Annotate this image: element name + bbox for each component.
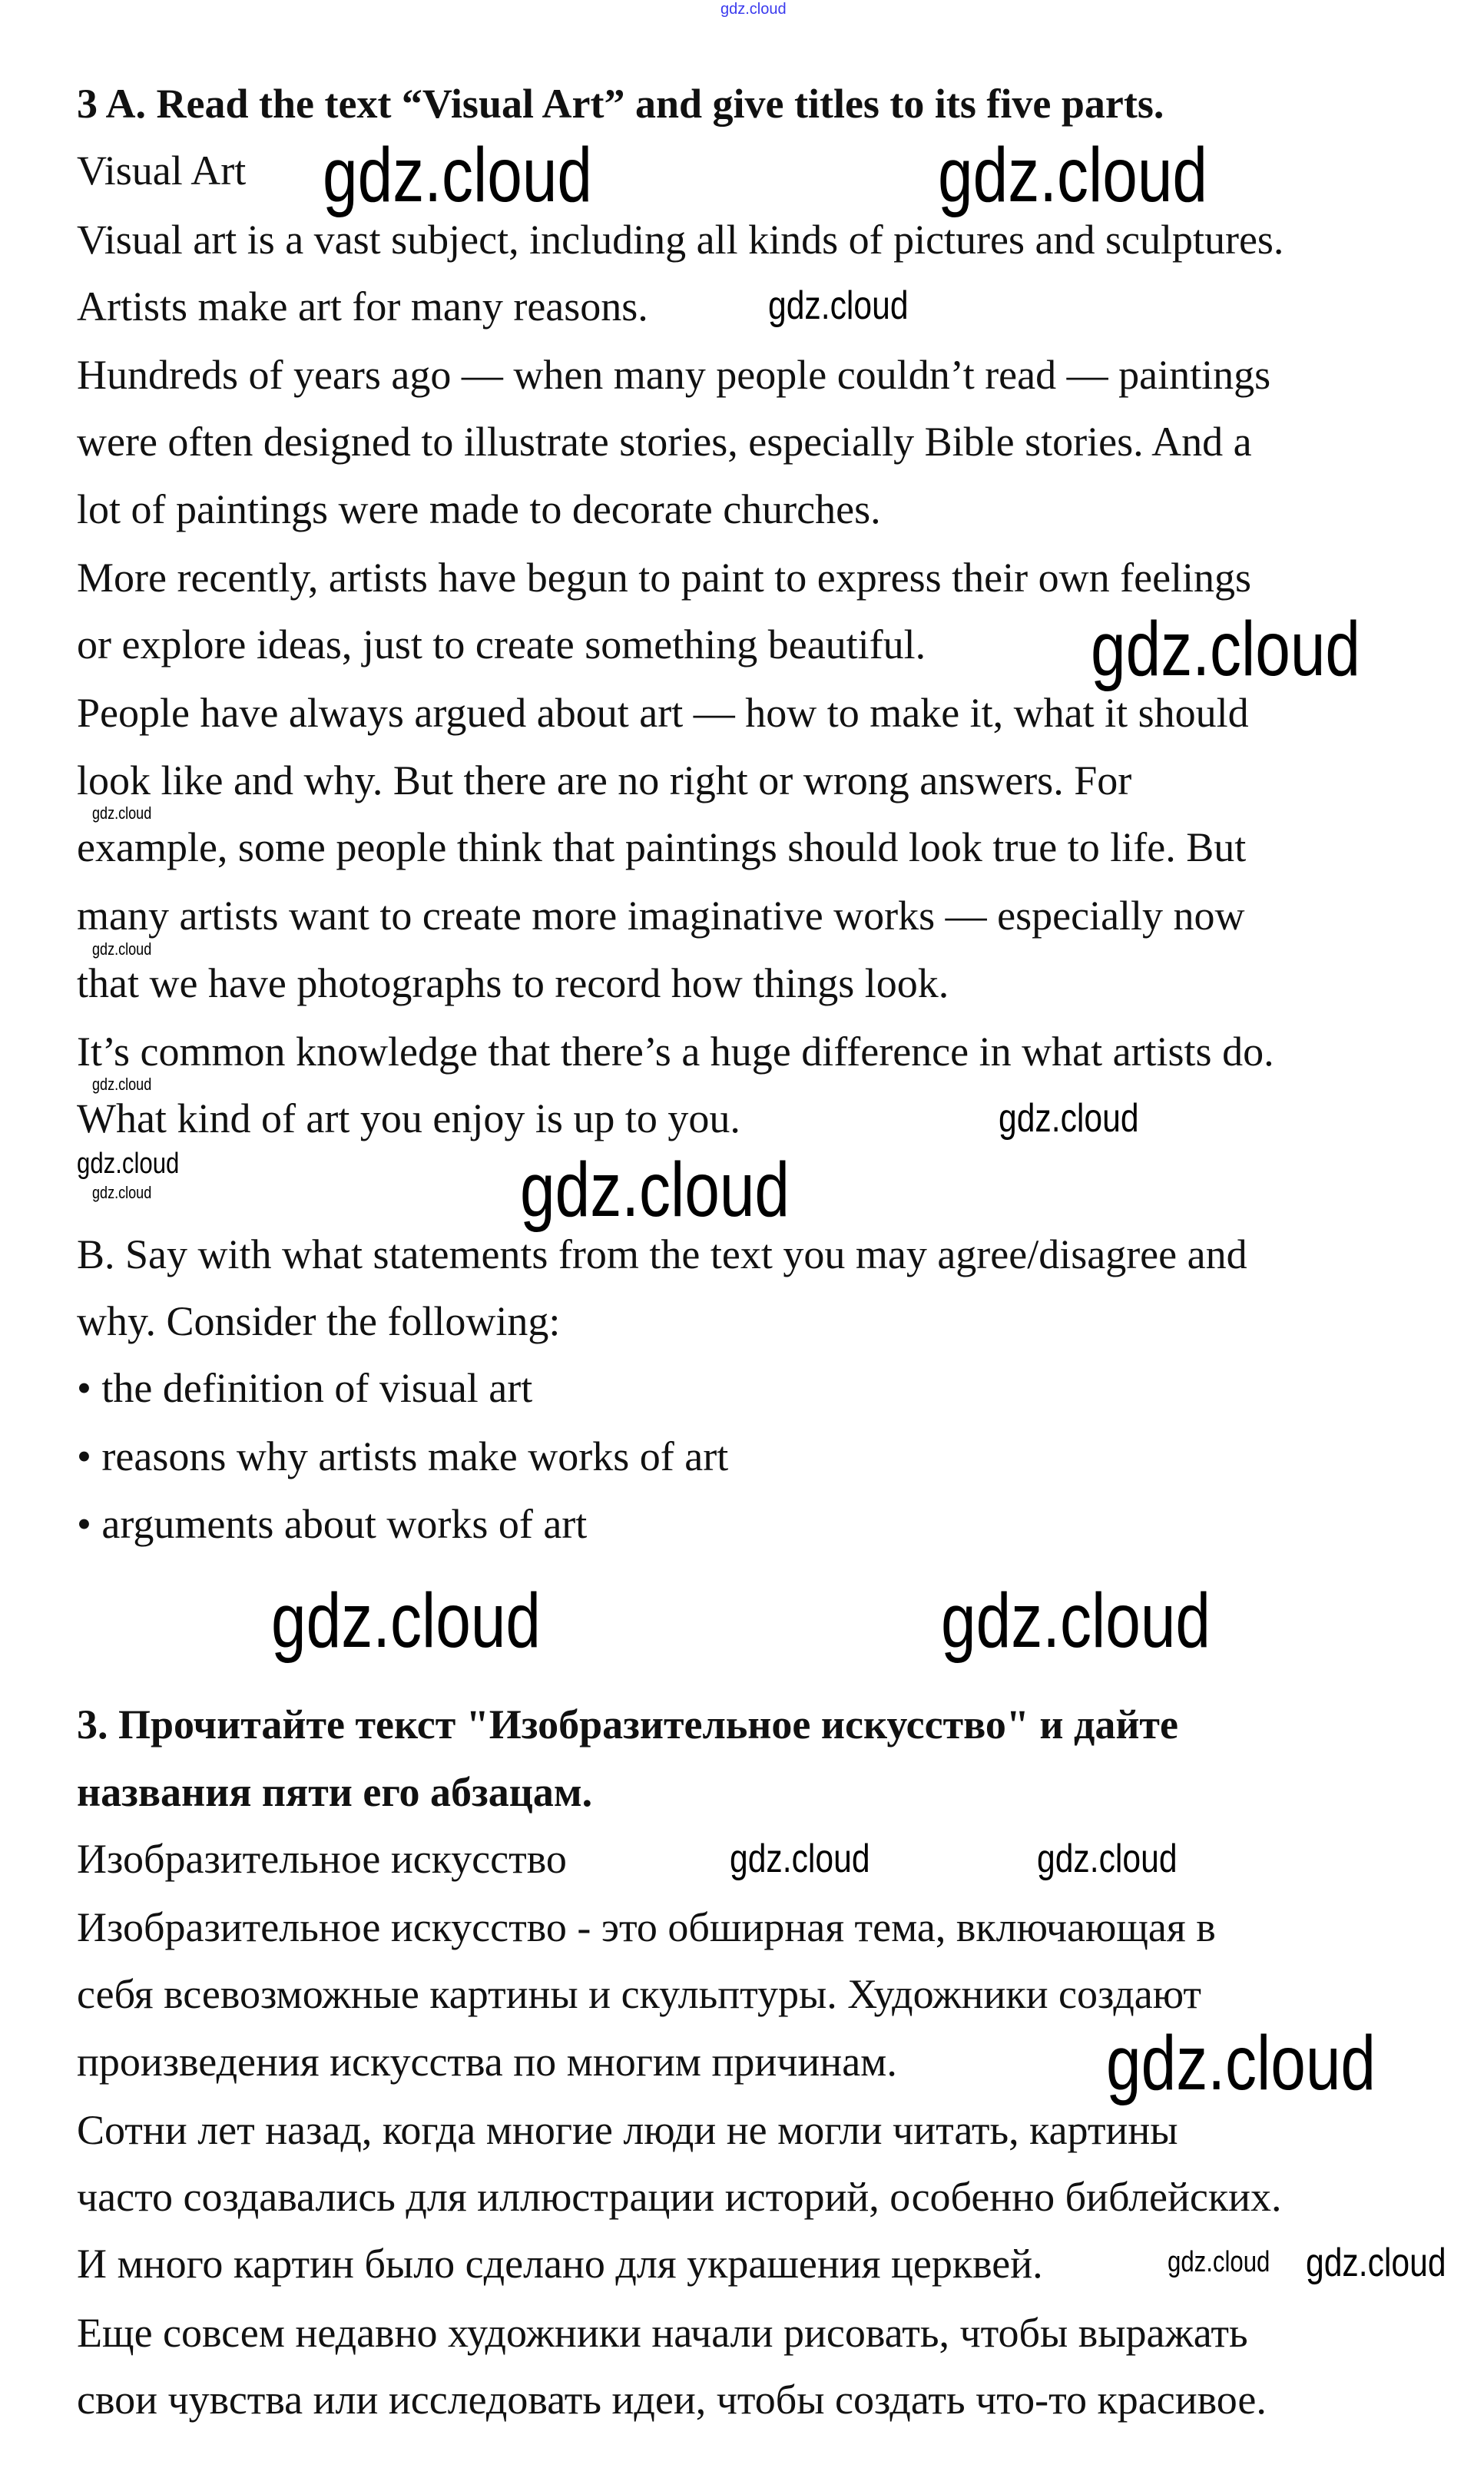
watermark: gdz.cloud: [92, 1075, 152, 1094]
text-line: that we have photographs to record how things look.: [77, 960, 949, 1006]
ru-text-line: свои чувства или исследовать идеи, чтобы создать что-то красивое.: [77, 2377, 1267, 2423]
ru-text-line: Еще совсем недавно художники начали рисовать, чтобы выражать: [77, 2310, 1248, 2356]
text-line: It’s common knowledge that there’s a huge difference in what artists do.: [77, 1029, 1274, 1075]
ru-text-line: себя всевозможные картины и скульптуры. Художники создают: [77, 1971, 1201, 2017]
watermark: gdz.cloud: [1091, 606, 1361, 692]
task-a-heading: 3 A. Read the text “Visual Art” and give titles to its five parts.: [77, 81, 1164, 127]
watermark: gdz.cloud: [730, 1837, 870, 1881]
ru-task-heading: 3. Прочитайте текст "Изобразительное искусство" и дайте: [77, 1701, 1178, 1748]
bullet-item: • reasons why artists make works of art: [77, 1433, 729, 1479]
text-line: More recently, artists have begun to paint to express their own feelings: [77, 555, 1252, 601]
text-line: What kind of art you enjoy is up to you.: [77, 1095, 740, 1141]
text-line: lot of paintings were made to decorate churches.: [77, 486, 881, 532]
watermark: gdz.cloud: [938, 132, 1208, 218]
text-line: or explore ideas, just to create something beautiful.: [77, 621, 926, 668]
watermark: gdz.cloud: [1106, 2020, 1376, 2106]
text-title: Visual Art: [77, 147, 247, 194]
watermark: gdz.cloud: [520, 1147, 790, 1233]
watermark: gdz.cloud: [768, 283, 909, 328]
header-watermark: gdz.cloud: [720, 1, 787, 18]
text-line: were often designed to illustrate stories, especially Bible stories. And a: [77, 419, 1252, 465]
watermark: gdz.cloud: [1037, 1837, 1178, 1881]
ru-task-heading: названия пяти его абзацам.: [77, 1769, 593, 1815]
watermark: gdz.cloud: [1168, 2246, 1270, 2278]
task-b-line: B. Say with what statements from the text you may agree/disagree and: [77, 1231, 1247, 1277]
watermark: gdz.cloud: [1306, 2241, 1446, 2285]
bullet-item: • arguments about works of art: [77, 1501, 588, 1547]
task-b-line: why. Consider the following:: [77, 1298, 561, 1344]
watermark: gdz.cloud: [92, 939, 152, 959]
watermark: gdz.cloud: [323, 132, 593, 218]
text-line: Visual art is a vast subject, including all kinds of pictures and sculptures.: [77, 217, 1284, 263]
text-line: example, some people think that paintings should look true to life. But: [77, 824, 1247, 870]
ru-text-line: произведения искусства по многим причинам.: [77, 2039, 897, 2085]
watermark: gdz.cloud: [92, 803, 152, 823]
watermark: gdz.cloud: [77, 1148, 180, 1180]
watermark: gdz.cloud: [271, 1578, 542, 1664]
ru-text-line: часто создавались для иллюстрации историй, особенно библейских.: [77, 2174, 1282, 2220]
ru-text-line: Изобразительное искусство - это обширная тема, включающая в: [77, 1904, 1216, 1950]
watermark: gdz.cloud: [999, 1096, 1139, 1141]
text-line: Artists make art for many reasons.: [77, 283, 648, 330]
text-line: Hundreds of years ago — when many people couldn’t read — paintings: [77, 352, 1271, 398]
bullet-item: • the definition of visual art: [77, 1365, 533, 1411]
ru-text-title: Изобразительное искусство: [77, 1836, 567, 1882]
text-line: People have always argued about art — how to make it, what it should: [77, 690, 1249, 736]
watermark: gdz.cloud: [941, 1578, 1211, 1664]
ru-text-line: Сотни лет назад, когда многие люди не могли читать, картины: [77, 2107, 1178, 2153]
watermark: gdz.cloud: [92, 1183, 152, 1202]
text-line: look like and why. But there are no right or wrong answers. For: [77, 757, 1132, 803]
text-line: many artists want to create more imaginative works — especially now: [77, 893, 1245, 939]
ru-text-line: И много картин было сделано для украшения церквей.: [77, 2241, 1043, 2287]
